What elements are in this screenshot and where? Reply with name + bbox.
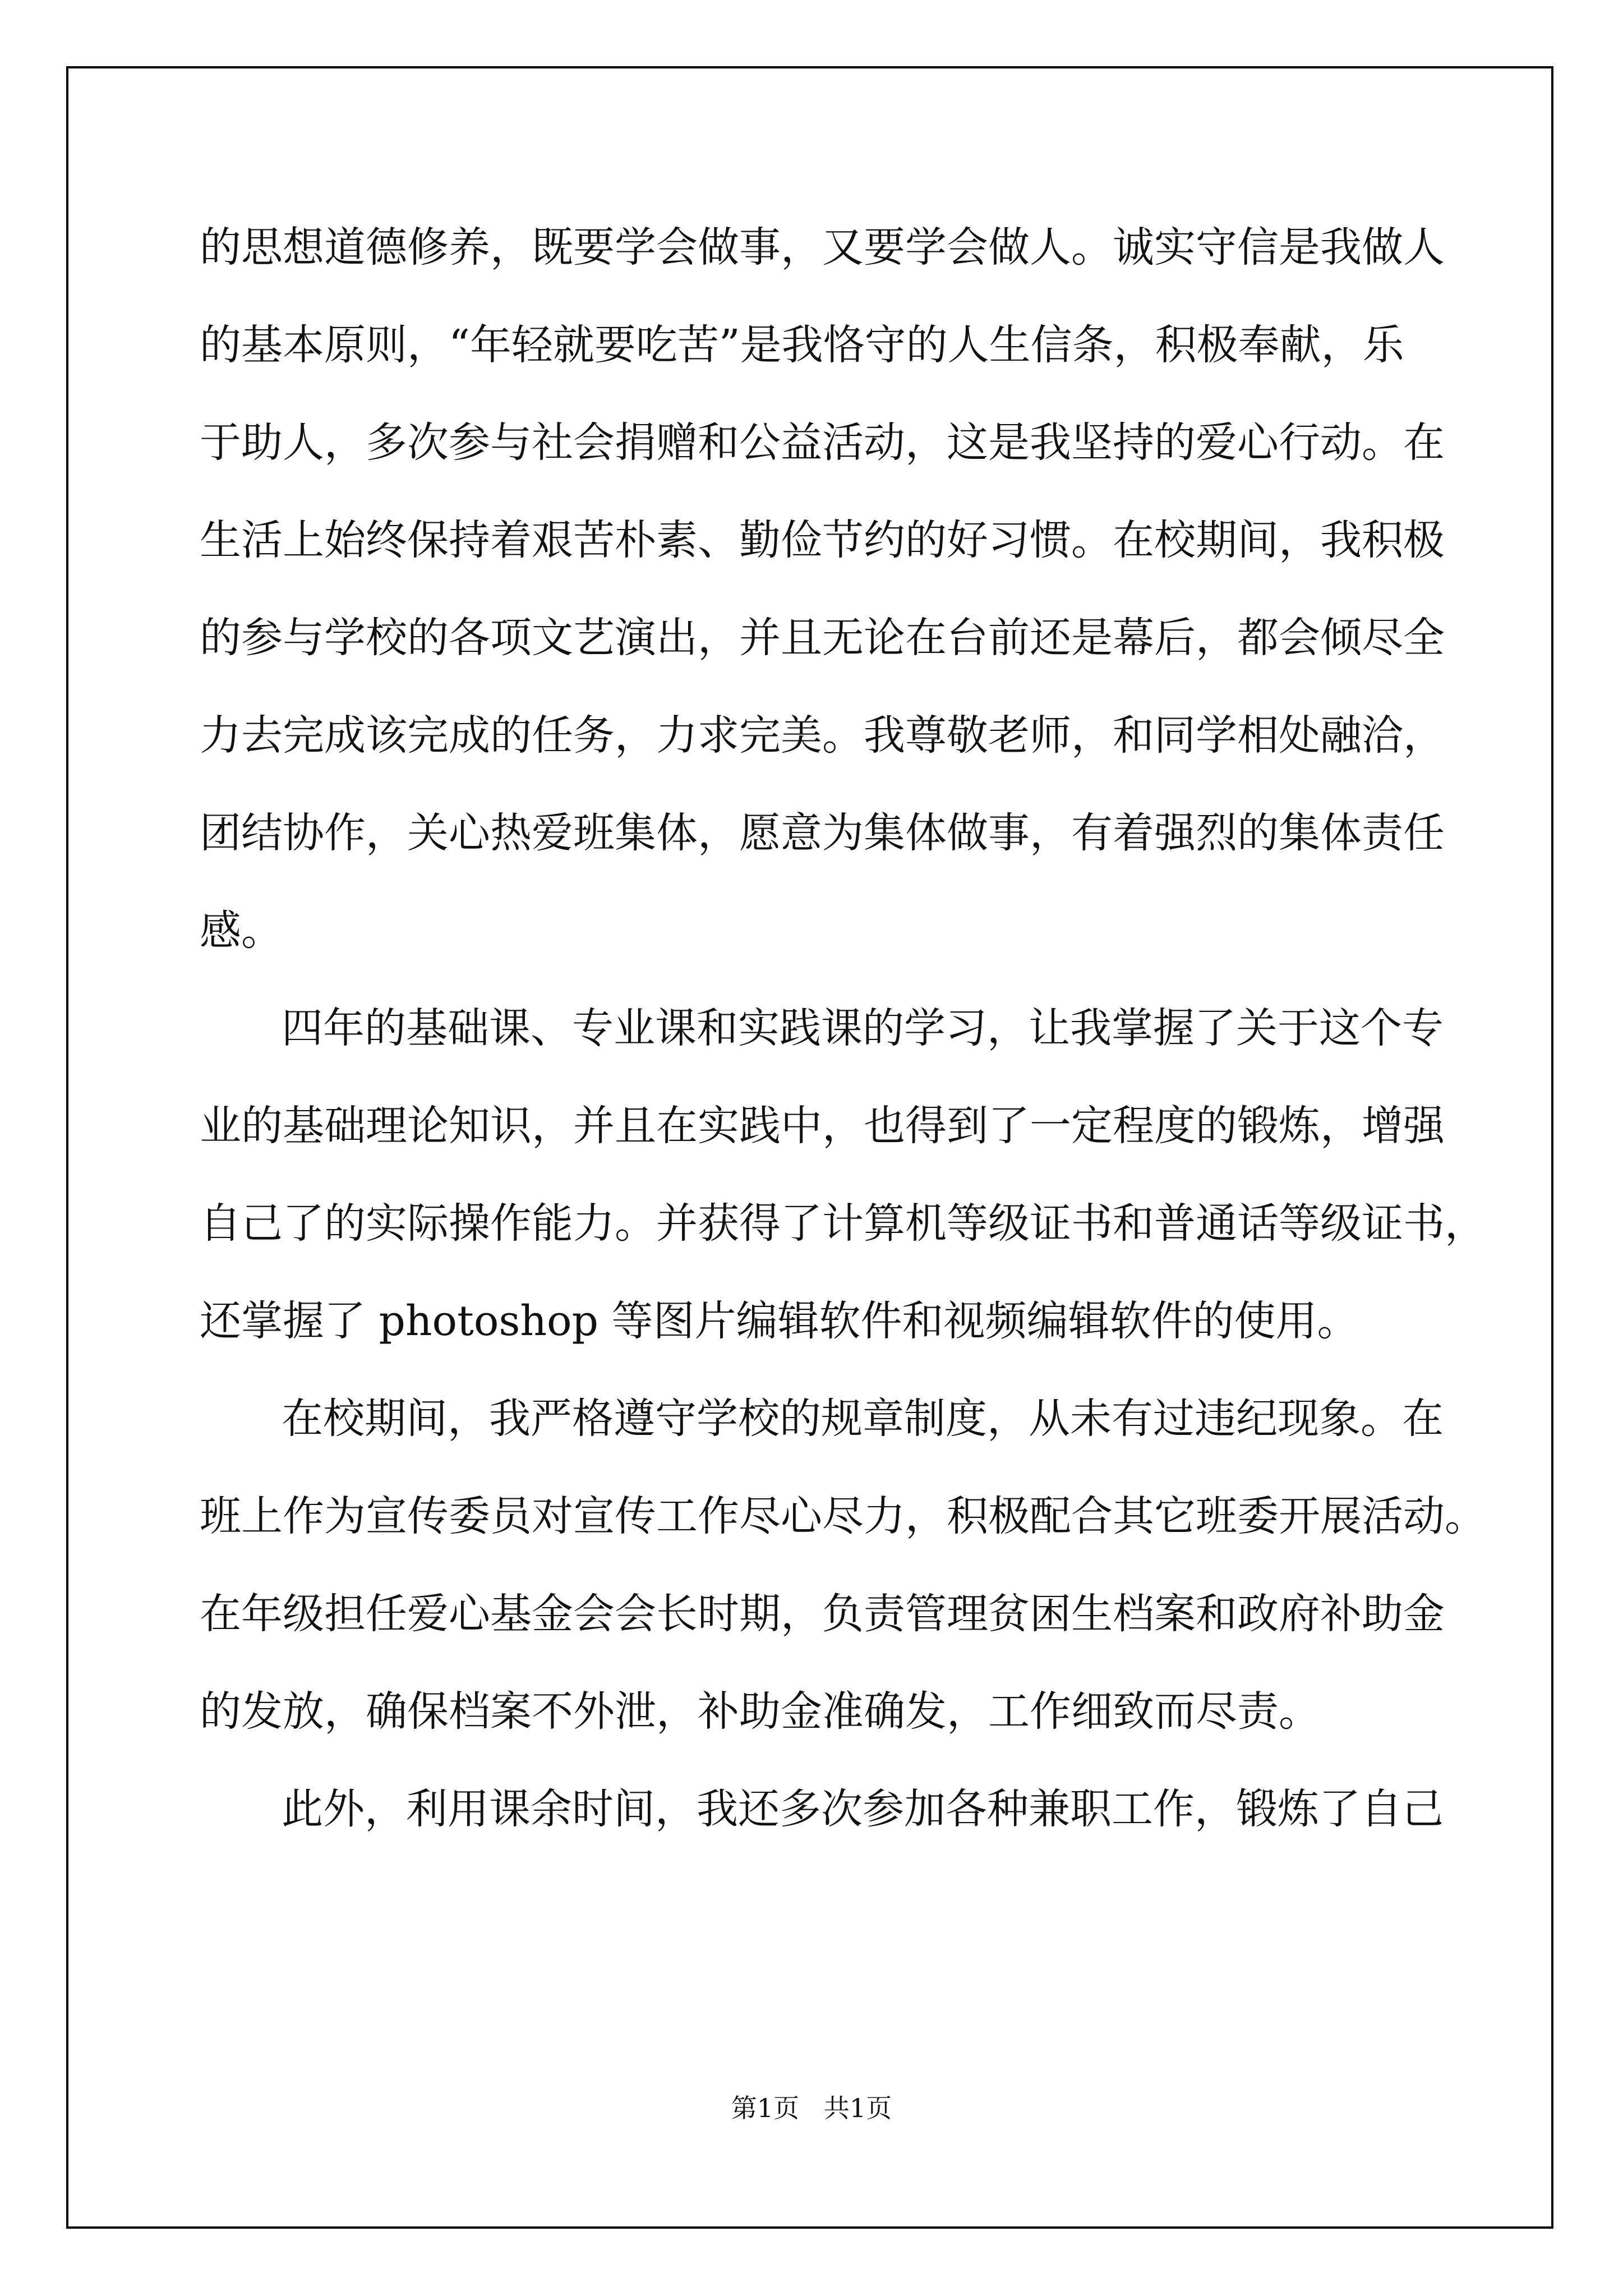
- text-line: 感。: [200, 907, 283, 955]
- text-line: 团结协作，关心热爱班集体，愿意为集体做事，有着强烈的集体责任: [200, 809, 1445, 857]
- text-line: 生活上始终保持着艰苦朴素、勤俭节约的好习惯。在校期间，我积极: [200, 516, 1445, 564]
- text-line: 于助人，多次参与社会捐赠和公益活动，这是我坚持的爱心行动。在: [200, 418, 1445, 467]
- paragraph-first-line: 四年的基础课、专业课和实践课的学习，让我掌握了关于这个专: [282, 1004, 1444, 1052]
- text-line: 还掌握了 photoshop 等图片编辑软件和视频编辑软件的使用。: [200, 1297, 1359, 1345]
- text-line: 班上作为宣传委员对宣传工作尽心尽力，积极配合其它班委开展活动。: [200, 1492, 1486, 1540]
- text-line: 力去完成该完成的任务，力求完美。我尊敬老师，和同学相处融洽，: [200, 711, 1445, 760]
- text-line: 的参与学校的各项文艺演出，并且无论在台前还是幕后，都会倾尽全: [200, 614, 1445, 662]
- text-line: 业的基础理论知识，并且在实践中，也得到了一定程度的锻炼，增强: [200, 1102, 1445, 1150]
- text-line: 的发放，确保档案不外泄，补助金准确发，工作细致而尽责。: [200, 1687, 1320, 1736]
- text-line: 的基本原则，“年轻就要吃苦”是我恪守的人生信条，积极奉献，乐: [200, 321, 1404, 369]
- paragraph-first-line: 此外，利用课余时间，我还多次参加各种兼职工作，锻炼了自己: [282, 1785, 1444, 1833]
- paragraph-first-line: 在校期间，我严格遵守学校的规章制度，从未有过违纪现象。在: [282, 1395, 1444, 1443]
- text-line: 的思想道德修养，既要学会做事，又要学会做人。诚实守信是我做人: [200, 223, 1445, 272]
- page-footer: 第1页 共1页: [731, 2093, 892, 2123]
- text-line: 在年级担任爱心基金会会长时期，负责管理贫困生档案和政府补助金: [200, 1590, 1445, 1638]
- text-line: 自己了的实际操作能力。并获得了计算机等级证书和普通话等级证书，: [200, 1199, 1486, 1248]
